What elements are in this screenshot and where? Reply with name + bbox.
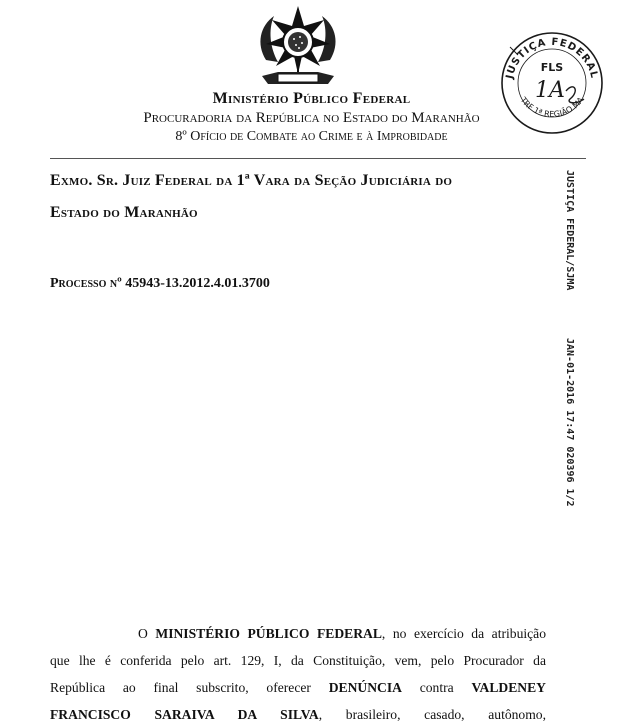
body-party: MINISTÉRIO PÚBLICO FEDERAL xyxy=(155,626,382,641)
header-divider xyxy=(50,158,586,159)
addressee-line-2: Estado do Maranhão xyxy=(50,204,198,221)
body-line-4: FRANCISCO SARAIVA DA SILVA, brasileiro, casado, autônomo, xyxy=(50,707,547,722)
body-defendant-name: FRANCISCO SARAIVA DA SILVA xyxy=(50,707,319,722)
body-line-3: República ao final subscrito, oferecer DENÚNCIA contra VALDENEY xyxy=(50,680,546,695)
svg-text:1A: 1A xyxy=(535,78,565,103)
side-mark-court: JUSTIÇA FEDERAL/SJMA xyxy=(564,170,575,291)
body-line-2: que lhe é conferida pelo art. 129, I, da Constituição, vem, pelo Procurador da xyxy=(50,653,546,668)
body-defendant-first: VALDENEY xyxy=(471,680,546,695)
header-office: 8º Ofício de Combate ao Crime e à Improbidade xyxy=(175,129,448,144)
body-denuncia: DENÚNCIA xyxy=(328,680,402,695)
body-paragraph xyxy=(50,620,546,728)
header-department: Procuradoria da República no Estado do Maranhão xyxy=(143,110,480,126)
process-label: Processo nº xyxy=(50,276,122,291)
svg-text:JUSTIÇA FEDERAL: JUSTIÇA FEDERAL xyxy=(504,36,600,80)
court-seal-stamp-icon xyxy=(496,25,608,137)
side-mark-timestamp: JAN-01-2016 17:47 020396 1/2 xyxy=(564,338,575,507)
process-value: 45943-13.2012.4.01.3700 xyxy=(125,276,270,291)
svg-text:FLS: FLS xyxy=(540,61,564,74)
process-number xyxy=(50,276,270,292)
brazil-coat-of-arms-icon xyxy=(248,4,348,92)
body-line-1: O MINISTÉRIO PÚBLICO FEDERAL, no exercício da atribuição xyxy=(138,626,547,641)
header-institution: Ministério Público Federal xyxy=(212,90,411,107)
svg-text:TRF 1ª REGIÃO MA: TRF 1ª REGIÃO MA xyxy=(518,95,586,119)
addressee-line-1: Exmo. Sr. Juiz Federal da 1ª Vara da Seção Judiciária do xyxy=(50,172,453,189)
